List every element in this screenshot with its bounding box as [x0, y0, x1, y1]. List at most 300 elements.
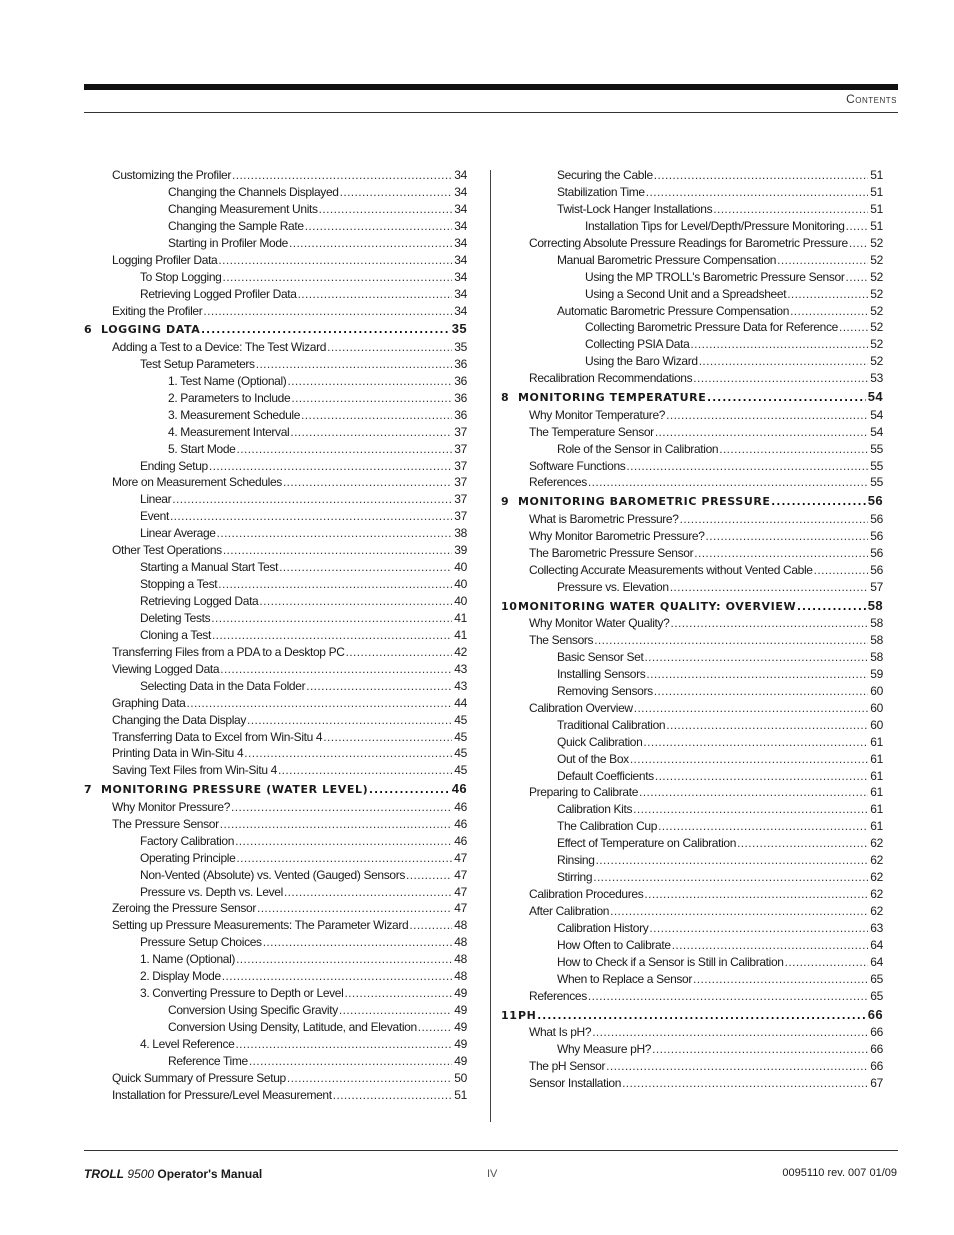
toc-page-number: 49	[454, 986, 467, 1001]
toc-page-number: 61	[870, 819, 883, 834]
toc-entry[interactable]	[501, 184, 883, 201]
toc-entry[interactable]	[501, 303, 883, 320]
toc-entry[interactable]	[501, 784, 883, 801]
toc-entry[interactable]	[501, 353, 883, 370]
toc-page-number: 51	[870, 201, 883, 216]
toc-entry-title	[501, 1006, 537, 1026]
toc-entry[interactable]	[501, 1041, 883, 1058]
toc-page-number: 51	[870, 168, 883, 182]
dot-leader	[220, 661, 452, 678]
toc-page-number: 58	[870, 649, 883, 664]
toc-page-number: 52	[870, 337, 883, 352]
dot-leader	[249, 1053, 452, 1070]
toc-entry-title	[501, 492, 772, 512]
dot-leader	[301, 407, 452, 424]
toc-entry-title: Traditional Calibration	[557, 717, 666, 732]
toc-entry[interactable]	[84, 559, 467, 576]
chapter-number: 7	[84, 783, 93, 797]
toc-entry[interactable]	[501, 562, 883, 579]
toc-entry[interactable]	[84, 968, 467, 985]
toc-entry[interactable]	[84, 184, 467, 201]
toc-entry[interactable]	[84, 441, 467, 458]
toc-page-number: 49	[454, 1036, 467, 1051]
toc-chapter-heading[interactable]	[501, 387, 883, 407]
toc-entry[interactable]	[84, 729, 467, 746]
toc-entry[interactable]	[501, 734, 883, 751]
toc-entry[interactable]	[84, 235, 467, 252]
dot-leader	[244, 745, 452, 762]
toc-entry[interactable]	[501, 717, 883, 734]
toc-entry[interactable]	[501, 441, 883, 458]
toc-entry[interactable]	[501, 252, 883, 269]
toc-page-number: 54	[870, 424, 883, 439]
toc-entry[interactable]	[501, 235, 883, 252]
toc-entry[interactable]	[84, 1053, 467, 1070]
toc-entry[interactable]	[501, 988, 883, 1005]
toc-entry-title: When to Replace a Sensor	[557, 971, 693, 986]
toc-entry[interactable]	[501, 700, 883, 717]
toc-page-number: 45	[454, 712, 467, 727]
toc-entry[interactable]	[501, 201, 883, 218]
dot-leader	[298, 286, 453, 303]
dot-leader	[235, 833, 452, 850]
dot-leader	[849, 235, 868, 252]
toc-entry[interactable]	[501, 528, 883, 545]
toc-entry[interactable]	[84, 610, 467, 627]
toc-page-number: 61	[870, 785, 883, 800]
toc-entry[interactable]	[84, 1019, 467, 1036]
toc-page-number: 34	[454, 218, 467, 233]
dot-leader	[655, 424, 868, 441]
toc-entry-title: Default Coefficients	[557, 768, 654, 783]
dot-leader	[772, 492, 866, 512]
toc-entry-title: Test Setup Parameters	[140, 356, 255, 371]
toc-entry[interactable]	[501, 269, 883, 286]
dot-leader	[643, 734, 868, 751]
toc-page-number: 65	[870, 988, 883, 1003]
dot-leader	[694, 545, 868, 562]
toc-entry-title: Saving Text Files from Win-Situ 4	[112, 763, 277, 778]
toc-entry-title: Removing Sensors	[557, 683, 653, 698]
toc-entry[interactable]	[501, 666, 883, 683]
dot-leader	[306, 678, 452, 695]
toc-entry[interactable]	[84, 762, 467, 779]
dot-leader	[323, 729, 452, 746]
chapter-title: LOGGING DATA	[101, 323, 201, 337]
toc-chapter-heading[interactable]	[501, 596, 883, 616]
toc-entry[interactable]	[84, 799, 467, 816]
toc-entry[interactable]	[501, 407, 883, 424]
header-bottom-rule	[84, 112, 898, 113]
toc-entry-title: Pressure vs. Depth vs. Level	[140, 884, 283, 899]
toc-entry[interactable]	[501, 835, 883, 852]
dot-leader	[278, 762, 452, 779]
toc-page-number: 63	[870, 920, 883, 935]
toc-entry-title: How Often to Calibrate	[557, 937, 671, 952]
toc-entry[interactable]	[501, 937, 883, 954]
toc-page-number: 36	[454, 390, 467, 405]
toc-entry-title: Why Measure pH?	[557, 1042, 652, 1057]
toc-entry-title: Using a Second Unit and a Spreadsheet	[585, 286, 787, 301]
toc-page-number: 56	[870, 528, 883, 543]
toc-entry[interactable]	[501, 458, 883, 475]
toc-page-number: 60	[870, 683, 883, 698]
dot-leader	[223, 542, 452, 559]
toc-entry[interactable]	[84, 1070, 467, 1087]
dot-leader	[593, 869, 868, 886]
toc-entry-title: Collecting Accurate Measurements without Vented Cable	[529, 562, 813, 577]
toc-entry[interactable]	[84, 867, 467, 884]
toc-entry-title: Changing the Data Display	[112, 712, 247, 727]
toc-entry[interactable]	[501, 971, 883, 988]
footer-brand: TROLL	[84, 1167, 124, 1181]
toc-entry[interactable]	[84, 644, 467, 661]
toc-page-number: 34	[454, 235, 467, 250]
toc-entry-title: How to Check if a Sensor is Still in Calibration	[557, 954, 784, 969]
toc-page-number: 54	[867, 389, 883, 405]
dot-leader	[279, 559, 452, 576]
dot-leader	[790, 303, 868, 320]
toc-entry-title: Out of the Box	[557, 751, 629, 766]
toc-entry[interactable]	[84, 508, 467, 525]
toc-entry[interactable]	[501, 1075, 883, 1092]
dot-leader	[287, 1070, 452, 1087]
dot-leader	[346, 644, 453, 661]
toc-page-number: 36	[454, 407, 467, 422]
toc-chapter-heading[interactable]	[84, 319, 467, 339]
toc-chapter-heading[interactable]	[501, 491, 883, 511]
dot-leader	[606, 1058, 868, 1075]
dot-leader	[690, 336, 868, 353]
toc-entry-title: Collecting Barometric Pressure Data for Reference	[585, 320, 838, 335]
dot-leader	[170, 508, 452, 525]
toc-page-number: 46	[451, 781, 467, 797]
toc-entry[interactable]	[501, 615, 883, 632]
toc-entry[interactable]	[84, 593, 467, 610]
dot-leader	[247, 712, 452, 729]
dot-leader	[212, 627, 452, 644]
toc-page-number: 45	[454, 763, 467, 778]
toc-entry-title: The Pressure Sensor	[112, 816, 219, 831]
toc-page-number: 37	[454, 424, 467, 439]
toc-page-number: 56	[870, 545, 883, 560]
dot-leader	[634, 700, 869, 717]
toc-entry[interactable]	[84, 407, 467, 424]
toc-page-number: 37	[454, 492, 467, 507]
toc-page-number: 35	[451, 321, 467, 337]
toc-entry[interactable]	[84, 695, 467, 712]
toc-entry[interactable]	[84, 985, 467, 1002]
toc-entry[interactable]	[84, 1087, 467, 1104]
toc-entry[interactable]	[501, 903, 883, 920]
toc-entry[interactable]	[84, 934, 467, 951]
toc-entry-title: 1. Test Name (Optional)	[168, 373, 287, 388]
toc-entry-title: The pH Sensor	[529, 1059, 606, 1073]
toc-entry-title: Customizing the Profiler	[112, 168, 231, 182]
dot-leader	[201, 320, 449, 340]
dot-leader	[654, 167, 868, 184]
toc-entry[interactable]	[501, 1024, 883, 1041]
dot-leader	[369, 780, 449, 800]
toc-entry[interactable]	[84, 576, 467, 593]
toc-entry-title: What is Barometric Pressure?	[529, 511, 679, 526]
toc-page-number: 59	[870, 666, 883, 681]
dot-leader	[217, 525, 453, 542]
dot-leader	[209, 458, 452, 475]
toc-entry[interactable]	[84, 850, 467, 867]
toc-entry-title: Conversion Using Specific Gravity	[168, 1003, 338, 1018]
toc-entry[interactable]	[501, 852, 883, 869]
toc-entry-title: Quick Summary of Pressure Setup	[112, 1070, 286, 1085]
dot-leader	[537, 1006, 865, 1026]
dot-leader	[187, 695, 453, 712]
toc-page-number: 66	[867, 1006, 883, 1022]
toc-entry[interactable]	[84, 424, 467, 441]
toc-page-number: 48	[454, 969, 467, 984]
toc-entry[interactable]	[501, 649, 883, 666]
toc-page-number: 52	[870, 235, 883, 250]
dot-leader	[256, 356, 453, 373]
dot-leader	[287, 373, 452, 390]
dot-leader	[777, 252, 868, 269]
dot-leader	[290, 424, 452, 441]
toc-entry[interactable]	[501, 954, 883, 971]
toc-entry[interactable]	[84, 816, 467, 833]
toc-page-number: 61	[870, 802, 883, 817]
toc-entry[interactable]	[501, 632, 883, 649]
toc-page-number: 52	[870, 354, 883, 369]
toc-entry-title: Stopping a Test	[140, 577, 218, 592]
toc-entry[interactable]	[84, 542, 467, 559]
toc-entry[interactable]	[501, 801, 883, 818]
toc-page-number: 56	[867, 493, 883, 509]
toc-chapter-heading[interactable]	[84, 779, 467, 799]
toc-entry[interactable]	[84, 356, 467, 373]
toc-entry[interactable]	[84, 286, 467, 303]
dot-leader	[646, 184, 869, 201]
toc-entry[interactable]	[84, 678, 467, 695]
toc-entry[interactable]	[84, 491, 467, 508]
toc-page-number: 61	[870, 768, 883, 783]
toc-entry[interactable]	[84, 269, 467, 286]
toc-page-number: 49	[454, 1003, 467, 1018]
toc-page-number: 47	[454, 884, 467, 899]
toc-entry[interactable]	[501, 1058, 883, 1075]
dot-leader	[622, 1075, 868, 1092]
toc-entry-title: Software Functions	[529, 458, 626, 473]
dot-leader	[639, 784, 868, 801]
toc-entry-title: Other Test Operations	[112, 543, 222, 558]
dot-leader	[706, 528, 869, 545]
toc-entry-title: Correcting Absolute Pressure Readings for Barometric Pressure	[529, 235, 848, 250]
toc-entry[interactable]	[501, 545, 883, 562]
toc-entry[interactable]	[501, 370, 883, 387]
toc-page-number: 57	[870, 579, 883, 594]
dot-leader	[218, 252, 452, 269]
toc-entry-title: 3. Measurement Schedule	[168, 407, 301, 422]
dot-leader	[319, 201, 453, 218]
dot-leader	[344, 985, 452, 1002]
toc-page-number: 52	[870, 269, 883, 284]
dot-leader	[340, 184, 453, 201]
dot-leader	[652, 1041, 868, 1058]
dot-leader	[259, 593, 452, 610]
toc-entry[interactable]	[501, 579, 883, 596]
toc-page-number: 34	[454, 286, 467, 301]
toc-page-number: 38	[454, 526, 467, 541]
toc-entry-title: After Calibration	[529, 904, 610, 918]
dot-leader	[693, 971, 868, 988]
toc-entry[interactable]	[84, 167, 467, 184]
toc-entry-title: Pressure Setup Choices	[140, 935, 262, 950]
toc-entry[interactable]	[84, 458, 467, 475]
toc-entry[interactable]	[501, 751, 883, 768]
toc-entry-title: Deleting Tests	[140, 610, 211, 625]
toc-entry[interactable]	[84, 373, 467, 390]
toc-entry-title: 1. Name (Optional)	[140, 952, 236, 967]
dot-leader	[223, 269, 453, 286]
footer-rule	[84, 1150, 898, 1151]
toc-entry-title: Starting in Profiler Mode	[168, 235, 288, 250]
toc-entry[interactable]	[501, 474, 883, 491]
dot-leader	[283, 474, 452, 491]
toc-entry-title: What Is pH?	[529, 1025, 592, 1040]
dot-leader	[222, 968, 452, 985]
toc-entry-title: The Sensors	[529, 633, 594, 647]
toc-entry-title: Why Monitor Barometric Pressure?	[529, 528, 705, 543]
toc-entry[interactable]	[501, 167, 883, 184]
dot-leader	[680, 511, 869, 528]
toc-entry[interactable]	[84, 917, 467, 934]
toc-entry[interactable]	[84, 900, 467, 917]
toc-entry[interactable]	[501, 336, 883, 353]
toc-page-number: 61	[870, 734, 883, 749]
toc-page-number: 40	[454, 560, 467, 575]
dot-leader	[785, 954, 869, 971]
toc-entry-title: 2. Display Mode	[140, 969, 221, 984]
toc-page-number: 49	[454, 1020, 467, 1034]
toc-entry[interactable]	[84, 951, 467, 968]
toc-page-number: 47	[454, 867, 467, 882]
toc-entry[interactable]	[84, 252, 467, 269]
toc-page-number: 43	[454, 678, 467, 693]
toc-entry-title: Role of the Sensor in Calibration	[557, 441, 719, 456]
toc-entry-title: Non-Vented (Absolute) vs. Vented (Gauged) Sensors	[140, 867, 406, 882]
toc-entry[interactable]	[501, 683, 883, 700]
toc-page-number: 55	[870, 458, 883, 473]
toc-entry-title: Why Monitor Pressure?	[112, 799, 231, 814]
toc-entry[interactable]	[501, 424, 883, 441]
toc-entry[interactable]	[501, 319, 883, 336]
toc-entry[interactable]	[501, 869, 883, 886]
toc-entry[interactable]	[84, 884, 467, 901]
toc-entry[interactable]	[501, 286, 883, 303]
dot-leader	[231, 799, 452, 816]
toc-entry[interactable]	[84, 339, 467, 356]
toc-entry[interactable]	[84, 833, 467, 850]
dot-leader	[235, 1036, 452, 1053]
toc-page-number: 47	[454, 850, 467, 865]
toc-entry[interactable]	[501, 886, 883, 903]
dot-leader	[654, 683, 868, 700]
toc-page-number: 47	[454, 901, 467, 916]
toc-entry[interactable]	[84, 661, 467, 678]
toc-entry[interactable]	[84, 474, 467, 491]
toc-entry[interactable]	[84, 745, 467, 762]
toc-entry[interactable]	[84, 303, 467, 320]
toc-entry[interactable]	[501, 511, 883, 528]
toc-page-number: 51	[454, 1087, 467, 1102]
toc-page-number: 46	[454, 816, 467, 831]
toc-page-number: 51	[870, 184, 883, 199]
toc-entry-title: Installing Sensors	[557, 666, 646, 681]
toc-page-number: 49	[454, 1053, 467, 1068]
toc-page-number: 48	[454, 918, 467, 933]
dot-leader	[289, 235, 452, 252]
toc-page-number: 66	[870, 1059, 883, 1073]
toc-entry[interactable]	[501, 768, 883, 785]
chapter-title: PH	[518, 1008, 537, 1022]
toc-entry-title: Factory Calibration	[140, 833, 235, 848]
toc-entry[interactable]	[84, 712, 467, 729]
toc-page-number: 37	[454, 475, 467, 490]
toc-entry-title: Linear	[140, 492, 172, 507]
dot-leader	[707, 388, 865, 408]
toc-page-number: 58	[870, 616, 883, 631]
toc-page-number: 62	[870, 887, 883, 902]
dot-leader	[592, 1024, 868, 1041]
toc-entry-title: Twist-Lock Hanger Installations	[557, 201, 713, 216]
dot-leader	[588, 988, 868, 1005]
dot-leader	[846, 269, 869, 286]
toc-entry-title: 5. Start Mode	[168, 441, 236, 456]
toc-page-number: 53	[870, 371, 883, 386]
toc-entry[interactable]	[84, 1036, 467, 1053]
toc-entry-title: Selecting Data in the Data Folder	[140, 678, 306, 693]
toc-entry-title: 4. Level Reference	[140, 1036, 235, 1051]
toc-entry[interactable]	[84, 201, 467, 218]
toc-page-number: 36	[454, 373, 467, 388]
chapter-number: 11	[501, 1008, 518, 1022]
toc-entry[interactable]	[84, 1002, 467, 1019]
dot-leader	[236, 951, 452, 968]
page-number: IV	[487, 1168, 498, 1180]
toc-entry[interactable]	[501, 218, 883, 235]
dot-leader	[839, 319, 868, 336]
toc-entry[interactable]	[84, 525, 467, 542]
toc-page-number: 56	[870, 562, 883, 577]
toc-page-number: 67	[870, 1075, 883, 1090]
toc-page-number: 45	[454, 746, 467, 761]
toc-entry-title	[84, 320, 201, 340]
toc-entry[interactable]	[501, 818, 883, 835]
chapter-title: MONITORING BAROMETRIC PRESSURE	[518, 495, 771, 509]
toc-page-number: 62	[870, 904, 883, 918]
toc-page-number: 37	[454, 458, 467, 473]
toc-entry[interactable]	[84, 390, 467, 407]
toc-entry[interactable]	[501, 920, 883, 937]
dot-leader	[409, 917, 452, 934]
toc-chapter-heading[interactable]	[501, 1005, 883, 1025]
toc-entry[interactable]	[84, 218, 467, 235]
toc-page-number: 37	[454, 509, 467, 524]
dot-leader	[610, 903, 868, 920]
toc-entry[interactable]	[84, 627, 467, 644]
toc-page-number: 55	[870, 475, 883, 490]
toc-entry-title: Conversion Using Density, Latitude, and Elevation	[168, 1020, 417, 1034]
toc-entry-title: Changing the Channels Displayed	[168, 184, 339, 199]
toc-page-number: 58	[870, 633, 883, 647]
